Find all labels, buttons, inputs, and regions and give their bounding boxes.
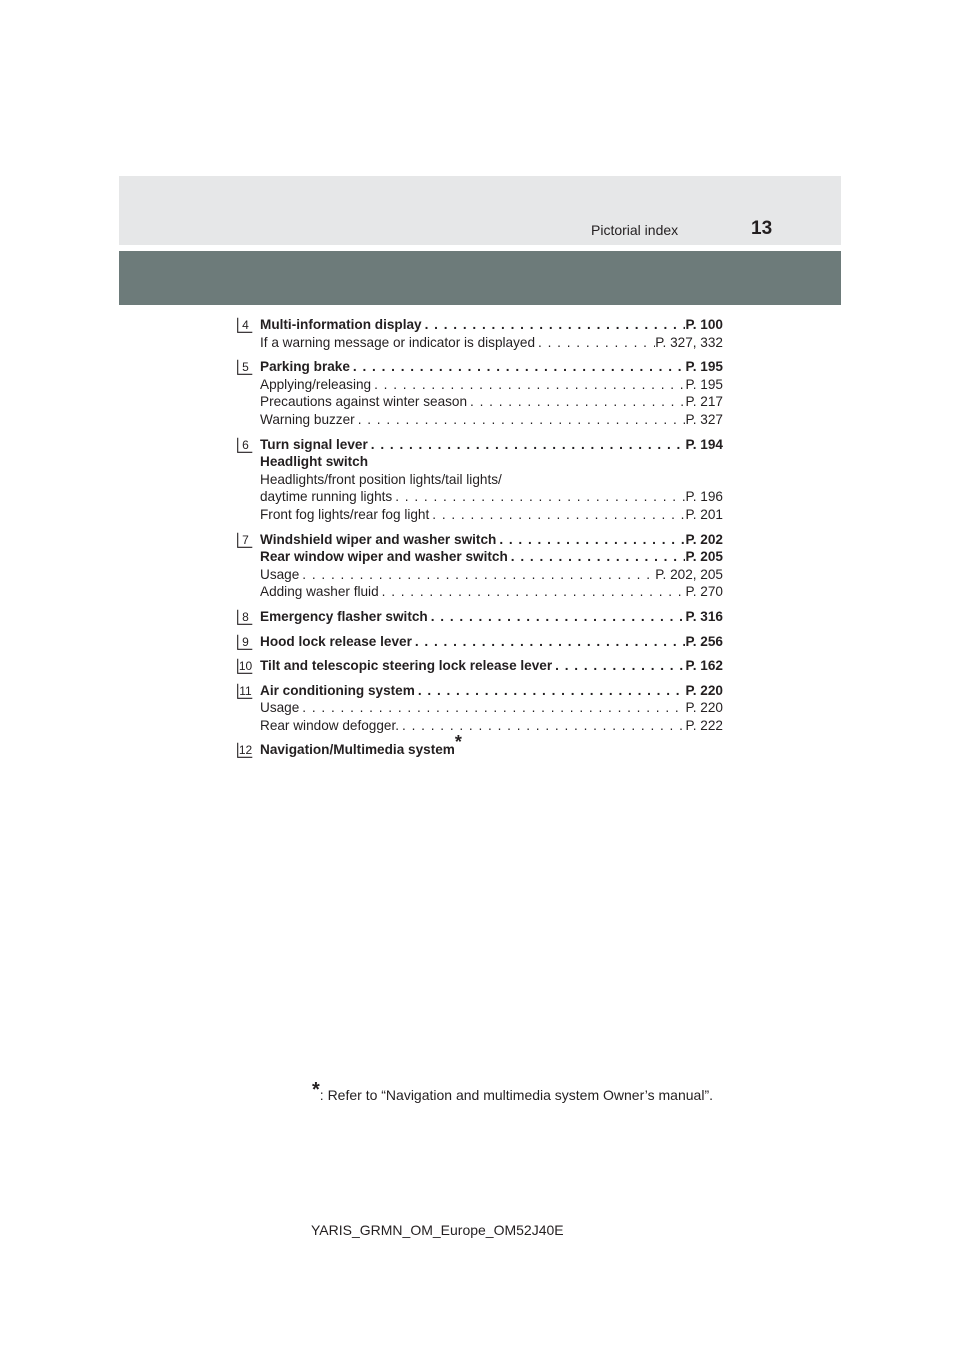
- entry-label: [260, 566, 299, 584]
- entry-text: Parking brake: [260, 359, 350, 375]
- entry-label: [260, 717, 399, 735]
- index-subentry: [260, 471, 723, 489]
- entry-text: Emergency flasher switch: [260, 608, 428, 624]
- callout-number: 8: [242, 609, 249, 624]
- index-subentry: [260, 717, 723, 735]
- page-reference: P. 195: [685, 376, 723, 392]
- dot-leader: [368, 436, 686, 454]
- entry-label: [260, 633, 412, 651]
- entry-text: Headlight switch: [260, 454, 369, 470]
- callout-number: 11: [239, 683, 252, 698]
- entry-label: [260, 436, 368, 454]
- dot-leader: [392, 488, 685, 506]
- entry-text: Navigation/Multimedia system: [260, 742, 455, 758]
- index-subentry: [260, 566, 723, 584]
- index-entry: [260, 633, 723, 651]
- index-subentry: [260, 506, 723, 524]
- entry-label: [260, 358, 350, 376]
- entry-text: Tilt and telescopic steering lock release lever: [260, 658, 553, 674]
- entry-label: [260, 583, 379, 601]
- page-reference: P. 222: [685, 717, 723, 733]
- dot-leader: [371, 376, 685, 394]
- callout-number-icon: [237, 317, 253, 333]
- page-reference: P. 195: [685, 359, 723, 375]
- entry-text: Headlights/front position lights/tail lights/: [260, 471, 502, 487]
- callout-number: 12: [238, 743, 253, 758]
- index-entry: [260, 608, 723, 626]
- callout-number: 7: [242, 532, 249, 547]
- dot-leader: [412, 633, 686, 651]
- entry-text: If a warning message or indicator is displayed: [260, 334, 536, 350]
- callout-number-icon: [237, 359, 253, 375]
- entry-label: [260, 334, 535, 352]
- entry-label: [260, 376, 371, 394]
- footnote-text: : Refer to “Navigation and multimedia system Owner’s manual”.: [319, 1087, 713, 1103]
- page-reference: P. 162: [685, 658, 723, 674]
- callout-number-icon: [237, 532, 253, 548]
- index-entry: [260, 453, 723, 471]
- callout-number-icon: [237, 742, 253, 758]
- index-subentry: [260, 699, 723, 717]
- page-number: 13: [751, 218, 773, 239]
- entry-text: Air conditioning system: [260, 682, 415, 698]
- entry-text: Usage: [260, 566, 300, 582]
- index-section-6: [237, 436, 723, 524]
- dot-leader: [428, 608, 686, 626]
- dot-leader: [429, 506, 685, 524]
- entry-text: Applying/releasing: [260, 376, 372, 392]
- pictorial-index-list: [237, 316, 723, 766]
- dot-leader: [422, 316, 686, 334]
- page-reference: P. 220: [685, 682, 723, 698]
- entry-label: [260, 411, 355, 429]
- entry-label: [260, 608, 428, 626]
- page-reference: P. 201: [685, 506, 723, 522]
- index-subentry: [260, 488, 723, 506]
- index-entry: [260, 358, 723, 376]
- dot-leader: [535, 334, 655, 352]
- entry-text: Front fog lights/rear fog light: [260, 506, 430, 522]
- header-band-light: [119, 176, 841, 245]
- entry-text: Turn signal lever: [260, 436, 368, 452]
- index-section-5: [237, 358, 723, 428]
- index-subentry: [260, 376, 723, 394]
- footnote-asterisk-ref: *: [454, 732, 462, 753]
- index-entry: [260, 732, 723, 759]
- callout-number: 6: [242, 437, 249, 452]
- page-reference: P. 256: [685, 633, 723, 649]
- footnote: [312, 1079, 713, 1103]
- entry-text: Adding washer fluid: [260, 584, 379, 600]
- entry-label: [260, 732, 462, 759]
- dot-leader: [299, 566, 655, 584]
- dot-leader: [350, 358, 686, 376]
- entry-text: Windshield wiper and washer switch: [260, 531, 497, 547]
- page-reference: P. 202: [685, 531, 723, 547]
- page-reference: P. 327: [685, 411, 723, 427]
- index-entry: [260, 531, 723, 549]
- dot-leader: [299, 699, 685, 717]
- entry-label: [260, 548, 508, 566]
- dot-leader: [508, 548, 686, 566]
- page-reference: P. 270: [685, 584, 723, 600]
- header-band-dark: [119, 251, 841, 305]
- entry-label: [260, 453, 368, 471]
- entry-text: Rear window wiper and washer switch: [260, 549, 508, 565]
- index-section-10: [237, 657, 723, 675]
- entry-label: [260, 531, 496, 549]
- callout-number: 9: [242, 634, 249, 649]
- page-reference: P. 194: [685, 436, 723, 452]
- callout-number: 10: [238, 659, 253, 674]
- page-reference: P. 202, 205: [655, 566, 723, 582]
- entry-text: Rear window defogger.: [260, 717, 400, 733]
- entry-label: [260, 316, 422, 334]
- callout-number-icon: [237, 609, 253, 625]
- entry-label: [260, 471, 502, 489]
- entry-label: [260, 393, 467, 411]
- entry-label: [260, 488, 392, 506]
- entry-label: [260, 699, 299, 717]
- page-reference: P. 205: [685, 549, 723, 565]
- footnote-asterisk: *: [312, 1079, 320, 1101]
- index-section-8: [237, 608, 723, 626]
- index-entry: [260, 436, 723, 454]
- entry-text: Precautions against winter season: [260, 394, 468, 410]
- entry-text: Multi-information display: [260, 317, 422, 332]
- index-section-12: [237, 732, 723, 759]
- callout-number-icon: [237, 683, 253, 699]
- dot-leader: [355, 411, 686, 429]
- entry-text: Usage: [260, 700, 300, 716]
- index-section-11: [237, 682, 723, 735]
- callout-number-icon: [237, 634, 253, 650]
- dot-leader: [496, 531, 685, 549]
- entry-label: [260, 682, 415, 700]
- dot-leader: [415, 682, 686, 700]
- callout-number-icon: [237, 658, 253, 674]
- index-subentry: [260, 393, 723, 411]
- index-subentry: [260, 583, 723, 601]
- page-reference: P. 316: [685, 608, 723, 624]
- entry-text: Warning buzzer: [260, 411, 355, 427]
- dot-leader: [552, 657, 685, 675]
- page-reference: P. 217: [685, 394, 723, 410]
- callout-number: 4: [242, 318, 249, 332]
- entry-label: [260, 657, 552, 675]
- index-section-7: [237, 531, 723, 601]
- dot-leader: [467, 393, 685, 411]
- dot-leader: [379, 583, 686, 601]
- index-section-9: [237, 633, 723, 651]
- index-entry: [260, 316, 723, 334]
- index-subentry: [260, 334, 723, 352]
- page-reference: P. 100: [685, 317, 723, 332]
- entry-text: daytime running lights: [260, 489, 393, 505]
- page-reference: P. 220: [685, 700, 723, 716]
- page-reference: P. 196: [685, 489, 723, 505]
- callout-number: 5: [242, 360, 249, 375]
- index-entry: [260, 657, 723, 675]
- document-footer-id: YARIS_GRMN_OM_Europe_OM52J40E: [311, 1222, 564, 1238]
- entry-label: [260, 506, 429, 524]
- callout-number-icon: [237, 437, 253, 453]
- index-entry: [260, 548, 723, 566]
- index-subentry: [260, 411, 723, 429]
- page-reference: P. 327, 332: [655, 334, 723, 350]
- index-section-4: [237, 316, 723, 351]
- dot-leader: [399, 717, 685, 735]
- index-entry: [260, 682, 723, 700]
- section-title: Pictorial index: [591, 222, 679, 238]
- entry-text: Hood lock release lever: [260, 633, 412, 649]
